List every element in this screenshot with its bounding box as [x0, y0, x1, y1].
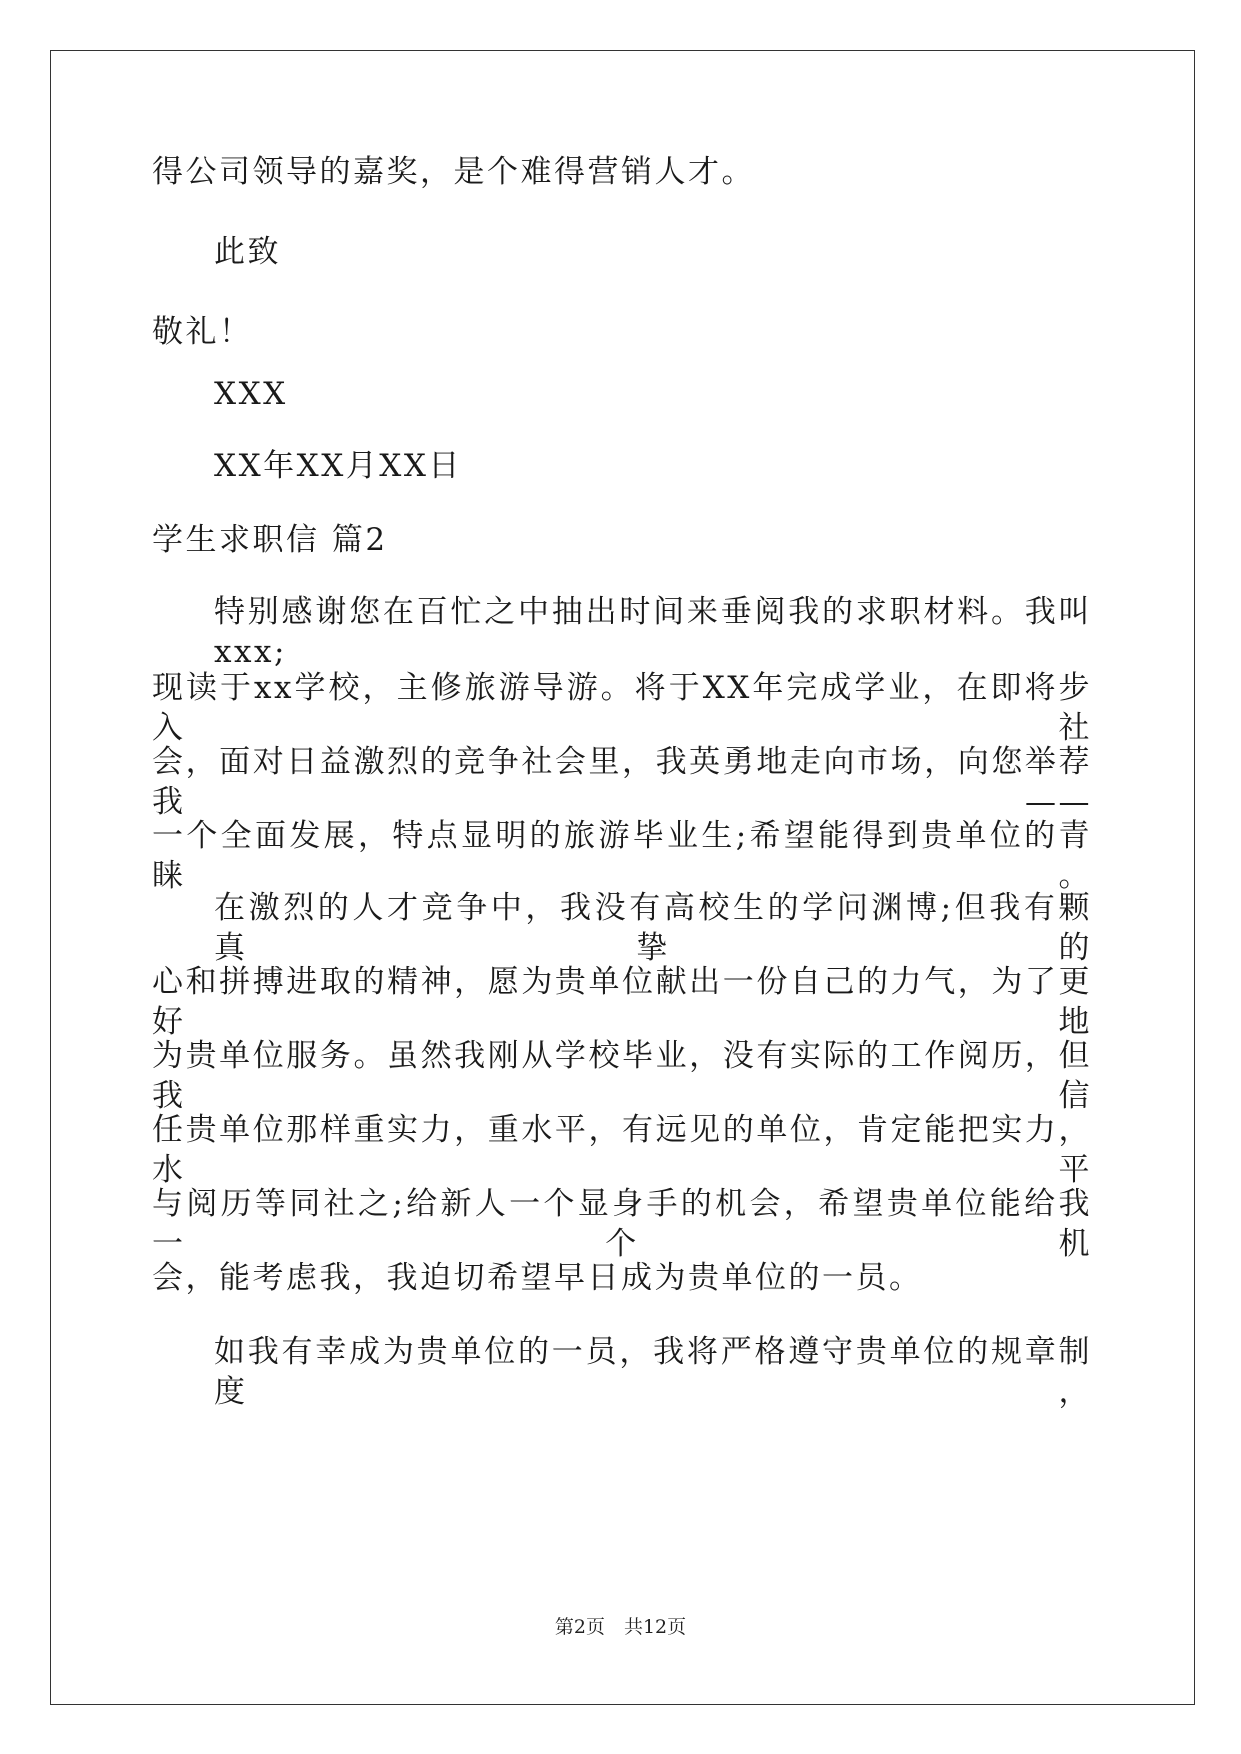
text-line: 会，面对日益激烈的竞争社会里，我英勇地走向市场，向您举荐我—— [152, 744, 1092, 820]
text-line: 与阅历等同社之;给新人一个显身手的机会，希望贵单位能给我一个机 [152, 1186, 1092, 1262]
text-line: 在激烈的人才竞争中，我没有高校生的学问渊博;但我有颗真挚的 [214, 890, 1092, 966]
page-number: 第2页 共12页 [554, 1616, 687, 1638]
closing-salutation: 此致 [214, 234, 281, 270]
signature-name: XXX [214, 376, 288, 412]
closing-regards: 敬礼！ [152, 314, 253, 350]
text-line: 一个全面发展，特点显明的旅游毕业生;希望能得到贵单位的青睐。 [152, 818, 1092, 894]
text-line: 为贵单位服务。虽然我刚从学校毕业，没有实际的工作阅历，但我信 [152, 1038, 1092, 1114]
text-line: 如我有幸成为贵单位的一员，我将严格遵守贵单位的规章制度， [214, 1334, 1092, 1410]
signature-date: XX年XX月XX日 [214, 448, 462, 484]
text-line: 得公司领导的嘉奖，是个难得营销人才。 [152, 154, 755, 190]
text-line: 特别感谢您在百忙之中抽出时间来垂阅我的求职材料。我叫xxx; [214, 594, 1092, 670]
text-line: 任贵单位那样重实力，重水平，有远见的单位，肯定能把实力，水平 [152, 1112, 1092, 1188]
text-line: 会，能考虑我，我迫切希望早日成为贵单位的一员。 [152, 1260, 923, 1296]
text-line: 心和拼搏进取的精神，愿为贵单位献出一份自己的力气，为了更好地 [152, 964, 1092, 1040]
section-title: 学生求职信 篇2 [152, 522, 388, 558]
text-line: 现读于xx学校，主修旅游导游。将于XX年完成学业，在即将步入社 [152, 670, 1092, 746]
